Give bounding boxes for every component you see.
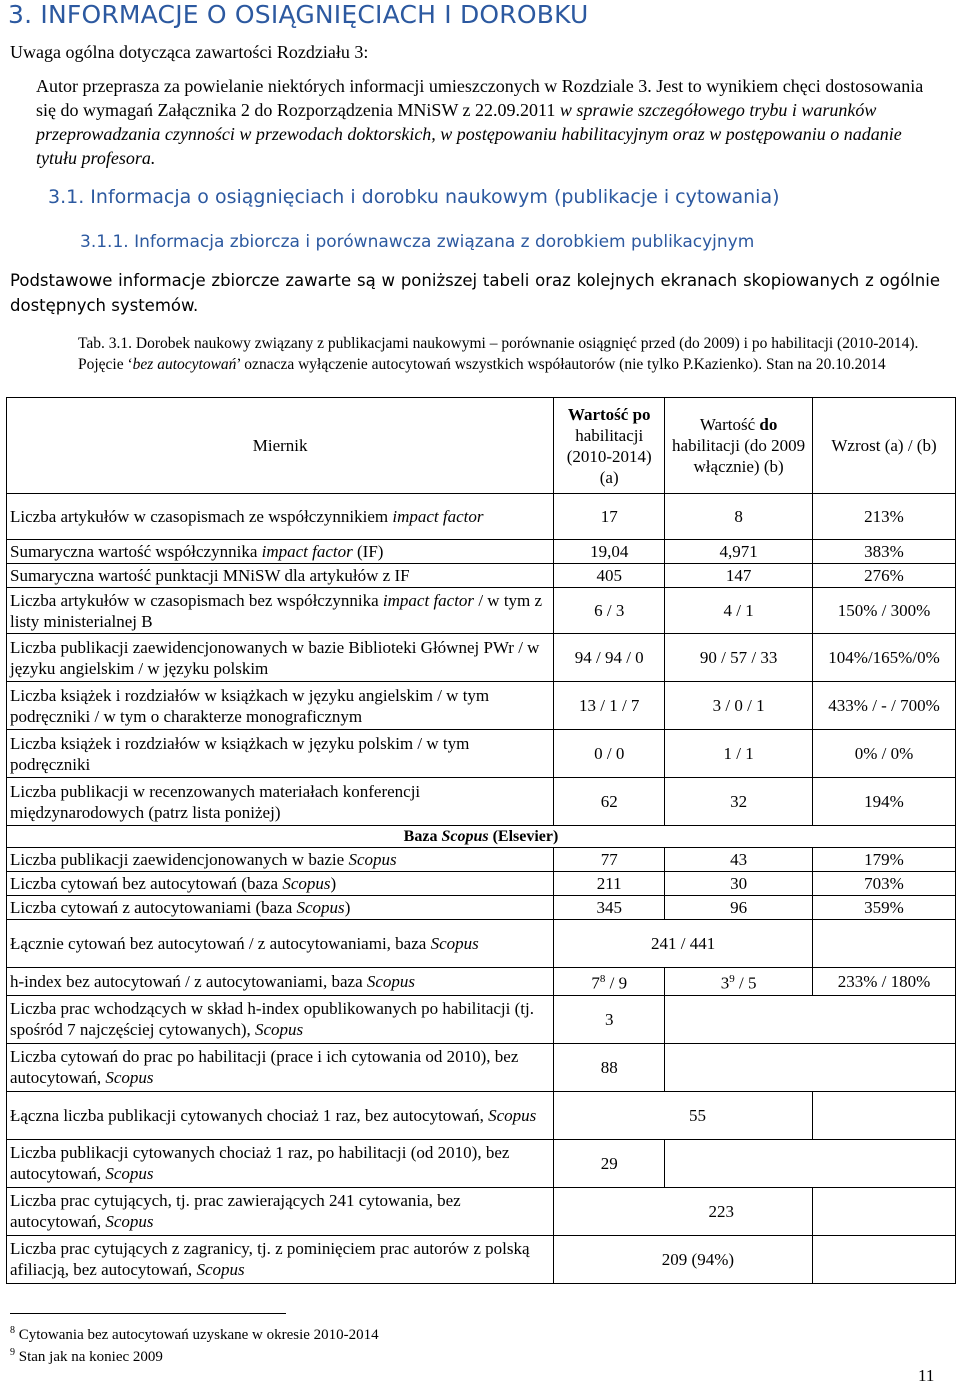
header-before-b: habilitacji (do 2009 włącznie) (b) [672, 436, 806, 476]
chapter-heading: 3. INFORMACJE O OSIĄGNIĘCIACH I DOROBKU [8, 0, 589, 29]
table-row [7, 1091, 956, 1139]
header-miernik: Miernik [7, 398, 554, 494]
value-growth: 104%/165%/0% [813, 634, 956, 682]
row-label-text: Łącznie cytowań bez autocytowań / z autocytowaniami, baza [10, 934, 431, 953]
value-after: 19,04 [554, 540, 665, 564]
row-label-italic: Scopus [348, 850, 397, 869]
row-label-text: Liczba prac cytujących z zagranicy, tj. z pominięciem prac autorów z polską afiliacją, bez autocytowań, [10, 1239, 530, 1280]
row-label [7, 588, 554, 634]
value-before [665, 968, 813, 996]
header-after-rest: habilitacji (2010-2014) (a) [566, 425, 652, 487]
row-label-text: Łączna liczba publikacji cytowanych chociaż 1 raz, bez autocytowań, [10, 1105, 489, 1125]
row-label-text: Liczba publikacji cytowanych chociaż 1 raz, po habilitacji (od 2010), bez autocytowań, [10, 1143, 510, 1184]
header-growth: Wzrost (a) / (b) [813, 398, 956, 494]
footnote-9 [10, 1347, 163, 1366]
footnote-separator [10, 1313, 286, 1314]
row-label [7, 872, 554, 896]
row-label-text: Liczba prac cytujących, tj. prac zawierających 241 cytowania, bez autocytowań, [10, 1191, 461, 1232]
table-caption [78, 333, 948, 375]
row-label-italic: Scopus [296, 898, 345, 917]
row-label [7, 1139, 554, 1187]
note-paragraph [36, 74, 936, 170]
row-label-text: Liczba publikacji w recenzowanych materiałach konferencji międzynarodowych (patrz lista poniżej) [10, 781, 421, 822]
row-label-italic: Scopus [105, 1068, 154, 1088]
value-growth: 0% / 0% [813, 730, 956, 778]
header-before [665, 398, 813, 494]
value-after: 0 / 0 [554, 730, 665, 778]
value-before: 4,971 [665, 540, 813, 564]
value-main: 3 [720, 973, 730, 993]
table-row [7, 778, 956, 826]
row-label [7, 730, 554, 778]
row-label-text: Liczba cytowań z autocytowaniami (baza [10, 898, 297, 917]
footnote-8 [10, 1325, 379, 1344]
value-rest: / 9 [605, 973, 628, 993]
row-label [7, 968, 554, 996]
intro-paragraph: Podstawowe informacje zbiorcze zawarte są w poniższej tabeli oraz kolejnych ekranach skopiowanych z ogólnie dostępnych systemów. [10, 271, 940, 315]
table-row [7, 848, 956, 872]
row-label-italic: Scopus [488, 1105, 537, 1125]
row-label-italic: Scopus [105, 1164, 154, 1184]
value-empty [665, 995, 956, 1043]
value-empty [813, 920, 956, 968]
row-label [7, 494, 554, 540]
value-after: 6 / 3 [554, 588, 665, 634]
row-label [7, 896, 554, 920]
value-empty [813, 1235, 956, 1283]
value-total: 223 [554, 1187, 813, 1235]
value-before: 1 / 1 [665, 730, 813, 778]
table-row [7, 540, 956, 564]
row-label-text-end: ) [344, 898, 351, 917]
row-label-text: Liczba artykułów w czasopismach ze współczynnikiem [10, 507, 393, 526]
table-row [7, 995, 956, 1043]
value-after: 405 [554, 564, 665, 588]
row-label-text: Liczba książek i rozdziałów w książkach w języku angielskim / w tym podręczniki / w tym o charakterze monograficznym [10, 685, 490, 726]
row-label-text: Sumaryczna wartość punktacji MNiSW dla artykułów z IF [10, 566, 410, 585]
section-text: Baza [403, 828, 442, 845]
value-empty [813, 1187, 956, 1235]
value-growth: 233% / 180% [813, 968, 956, 996]
row-label-italic: Scopus [196, 1260, 245, 1280]
note-title: Uwaga ogólna dotycząca zawartości Rozdziału 3: [10, 42, 369, 62]
row-label [7, 848, 554, 872]
row-label [7, 1043, 554, 1091]
row-label-text-end: / w tym z listy ministerialnej B [10, 590, 543, 631]
value-after: 77 [554, 848, 665, 872]
subsection-heading: 3.1.1. Informacja zbiorcza i porównawcza związana z dorobkiem publikacyjnym [80, 232, 755, 252]
table-row [7, 1139, 956, 1187]
table-row [7, 1235, 956, 1283]
value-after: 94 / 94 / 0 [554, 634, 665, 682]
footnote-8-num: 8 [10, 1325, 15, 1336]
footnote-9-text: Stan jak na koniec 2009 [15, 1349, 163, 1365]
row-label-text: Liczba cytowań do prac po habilitacji (prace i ich cytowania od 2010), bez autocytowań, [10, 1047, 519, 1088]
row-label-text: Sumaryczna wartość współczynnika [10, 542, 262, 561]
value-before: 32 [665, 778, 813, 826]
value-growth: 383% [813, 540, 956, 564]
table-row [7, 730, 956, 778]
note-text-italic: w sprawie szczegółowego trybu i warunków przeprowadzania czynności w przewodach doktorskich, w postępowaniu habilitacyjnym oraz w postępowaniu o nadanie tytułu profesora. [36, 100, 902, 168]
value-before: 43 [665, 848, 813, 872]
row-label [7, 634, 554, 682]
table-header-row [7, 398, 956, 494]
row-label [7, 778, 554, 826]
value-total: 55 [554, 1091, 813, 1139]
caption-text: Tab. 3.1. Dorobek naukowy związany z publikacjami naukowymi – porównanie osiągnięć przed (do 2009) i po habilitacji (2010-2014). Pojęcie ‘ [78, 335, 919, 373]
value-after: 211 [554, 872, 665, 896]
results-table [6, 397, 956, 1284]
value-growth: 150% / 300% [813, 588, 956, 634]
value-after: 29 [554, 1139, 665, 1187]
row-label-text: Liczba publikacji zaewidencjonowanych w bazie [10, 850, 349, 869]
table-row [7, 920, 956, 968]
row-label-text: Liczba publikacji zaewidencjonowanych w bazie Biblioteki Głównej PWr / w języku angielskim / w języku polskim [10, 637, 540, 678]
caption-italic: bez autocytowań [132, 356, 237, 373]
value-after: 88 [554, 1043, 665, 1091]
table-row [7, 1043, 956, 1091]
row-label [7, 1187, 554, 1235]
row-label-text-end: (IF) [352, 542, 384, 561]
row-label [7, 682, 554, 730]
value-after: 17 [554, 494, 665, 540]
value-growth: 359% [813, 896, 956, 920]
row-label [7, 540, 554, 564]
row-label-italic: Scopus [366, 971, 416, 991]
row-label [7, 920, 554, 968]
value-growth: 703% [813, 872, 956, 896]
value-empty [665, 1043, 956, 1091]
value-after [554, 968, 665, 996]
row-label-italic: Scopus [105, 1212, 154, 1232]
row-label-text: Liczba cytowań bez autocytowań (baza [10, 874, 283, 893]
table-row [7, 682, 956, 730]
value-before: 96 [665, 896, 813, 920]
row-label [7, 564, 554, 588]
value-empty [813, 1091, 956, 1139]
footnote-8-text: Cytowania bez autocytowań uzyskane w okresie 2010-2014 [15, 1327, 379, 1343]
header-before-a: Wartość [699, 415, 760, 434]
note-text: Autor przeprasza za powielanie niektórych informacji umieszczonych w Rozdziale 3. Jest to wynikiem chęci dostosowania się do wymagań Załącznika 2 do Rozporządzenia MNiSW z 22.09.2011 [36, 76, 924, 120]
table-row [7, 634, 956, 682]
value-before: 147 [665, 564, 813, 588]
value-before: 3 / 0 / 1 [665, 682, 813, 730]
value-total: 241 / 441 [554, 920, 813, 968]
table-row [7, 494, 956, 540]
section-heading: 3.1. Informacja o osiągnięciach i dorobku naukowym (publikacje i cytowania) [48, 186, 780, 208]
table-row [7, 564, 956, 588]
value-after: 62 [554, 778, 665, 826]
row-label-text: Liczba prac wchodzących w skład h-index opublikowanych po habilitacji (tj. spośród 7 najczęściej cytowanych), [10, 999, 534, 1040]
footnote-ref-8: 8 [599, 973, 606, 985]
value-after: 345 [554, 896, 665, 920]
section-row [7, 826, 956, 848]
table-row [7, 968, 956, 996]
footnote-9-num: 9 [10, 1347, 15, 1358]
table-row [7, 896, 956, 920]
page-number: 11 [918, 1366, 935, 1385]
value-before: 90 / 57 / 33 [665, 634, 813, 682]
section-italic: Scopus [441, 828, 489, 845]
header-before-bold: do [759, 415, 778, 434]
value-before: 30 [665, 872, 813, 896]
value-growth: 433% / - / 700% [813, 682, 956, 730]
row-label [7, 1091, 554, 1139]
row-label-italic: impact factor [261, 542, 353, 561]
value-growth: 194% [813, 778, 956, 826]
table-row [7, 872, 956, 896]
row-label-text: Liczba książek i rozdziałów w książkach w języku polskim / w tym podręczniki [10, 733, 470, 774]
row-label [7, 1235, 554, 1283]
row-label-italic: Scopus [430, 934, 479, 953]
value-growth: 213% [813, 494, 956, 540]
value-before: 4 / 1 [665, 588, 813, 634]
value-growth: 179% [813, 848, 956, 872]
value-growth: 276% [813, 564, 956, 588]
row-label-italic: Scopus [255, 1020, 304, 1040]
header-after-bold: Wartość po [567, 404, 651, 424]
row-label-text: Liczba artykułów w czasopismach bez współczynnika [10, 590, 383, 610]
value-after: 13 / 1 / 7 [554, 682, 665, 730]
row-label-italic: impact factor [392, 507, 484, 526]
header-after [554, 398, 665, 494]
row-label [7, 995, 554, 1043]
row-label-text-end: ) [330, 874, 337, 893]
section-scopus [7, 826, 956, 848]
value-total: 209 (94%) [554, 1235, 813, 1283]
value-main: 7 [591, 973, 600, 993]
caption-text-end: ’ oznacza wyłączenie autocytowań wszystkich współautorów (nie tylko P.Kazienko). Stan na 20.10.2014 [236, 356, 886, 373]
footnote-ref-9: 9 [729, 973, 735, 985]
value-after: 3 [554, 995, 665, 1043]
table-row [7, 1187, 956, 1235]
value-rest: / 5 [734, 973, 757, 993]
section-text-end: (Elsevier) [488, 828, 559, 845]
row-label-italic: impact factor [382, 590, 475, 610]
value-before: 8 [665, 494, 813, 540]
value-empty [665, 1139, 956, 1187]
table-row [7, 588, 956, 634]
row-label-italic: Scopus [282, 874, 331, 893]
row-label-text: h-index bez autocytowań / z autocytowaniami, baza [10, 971, 367, 991]
